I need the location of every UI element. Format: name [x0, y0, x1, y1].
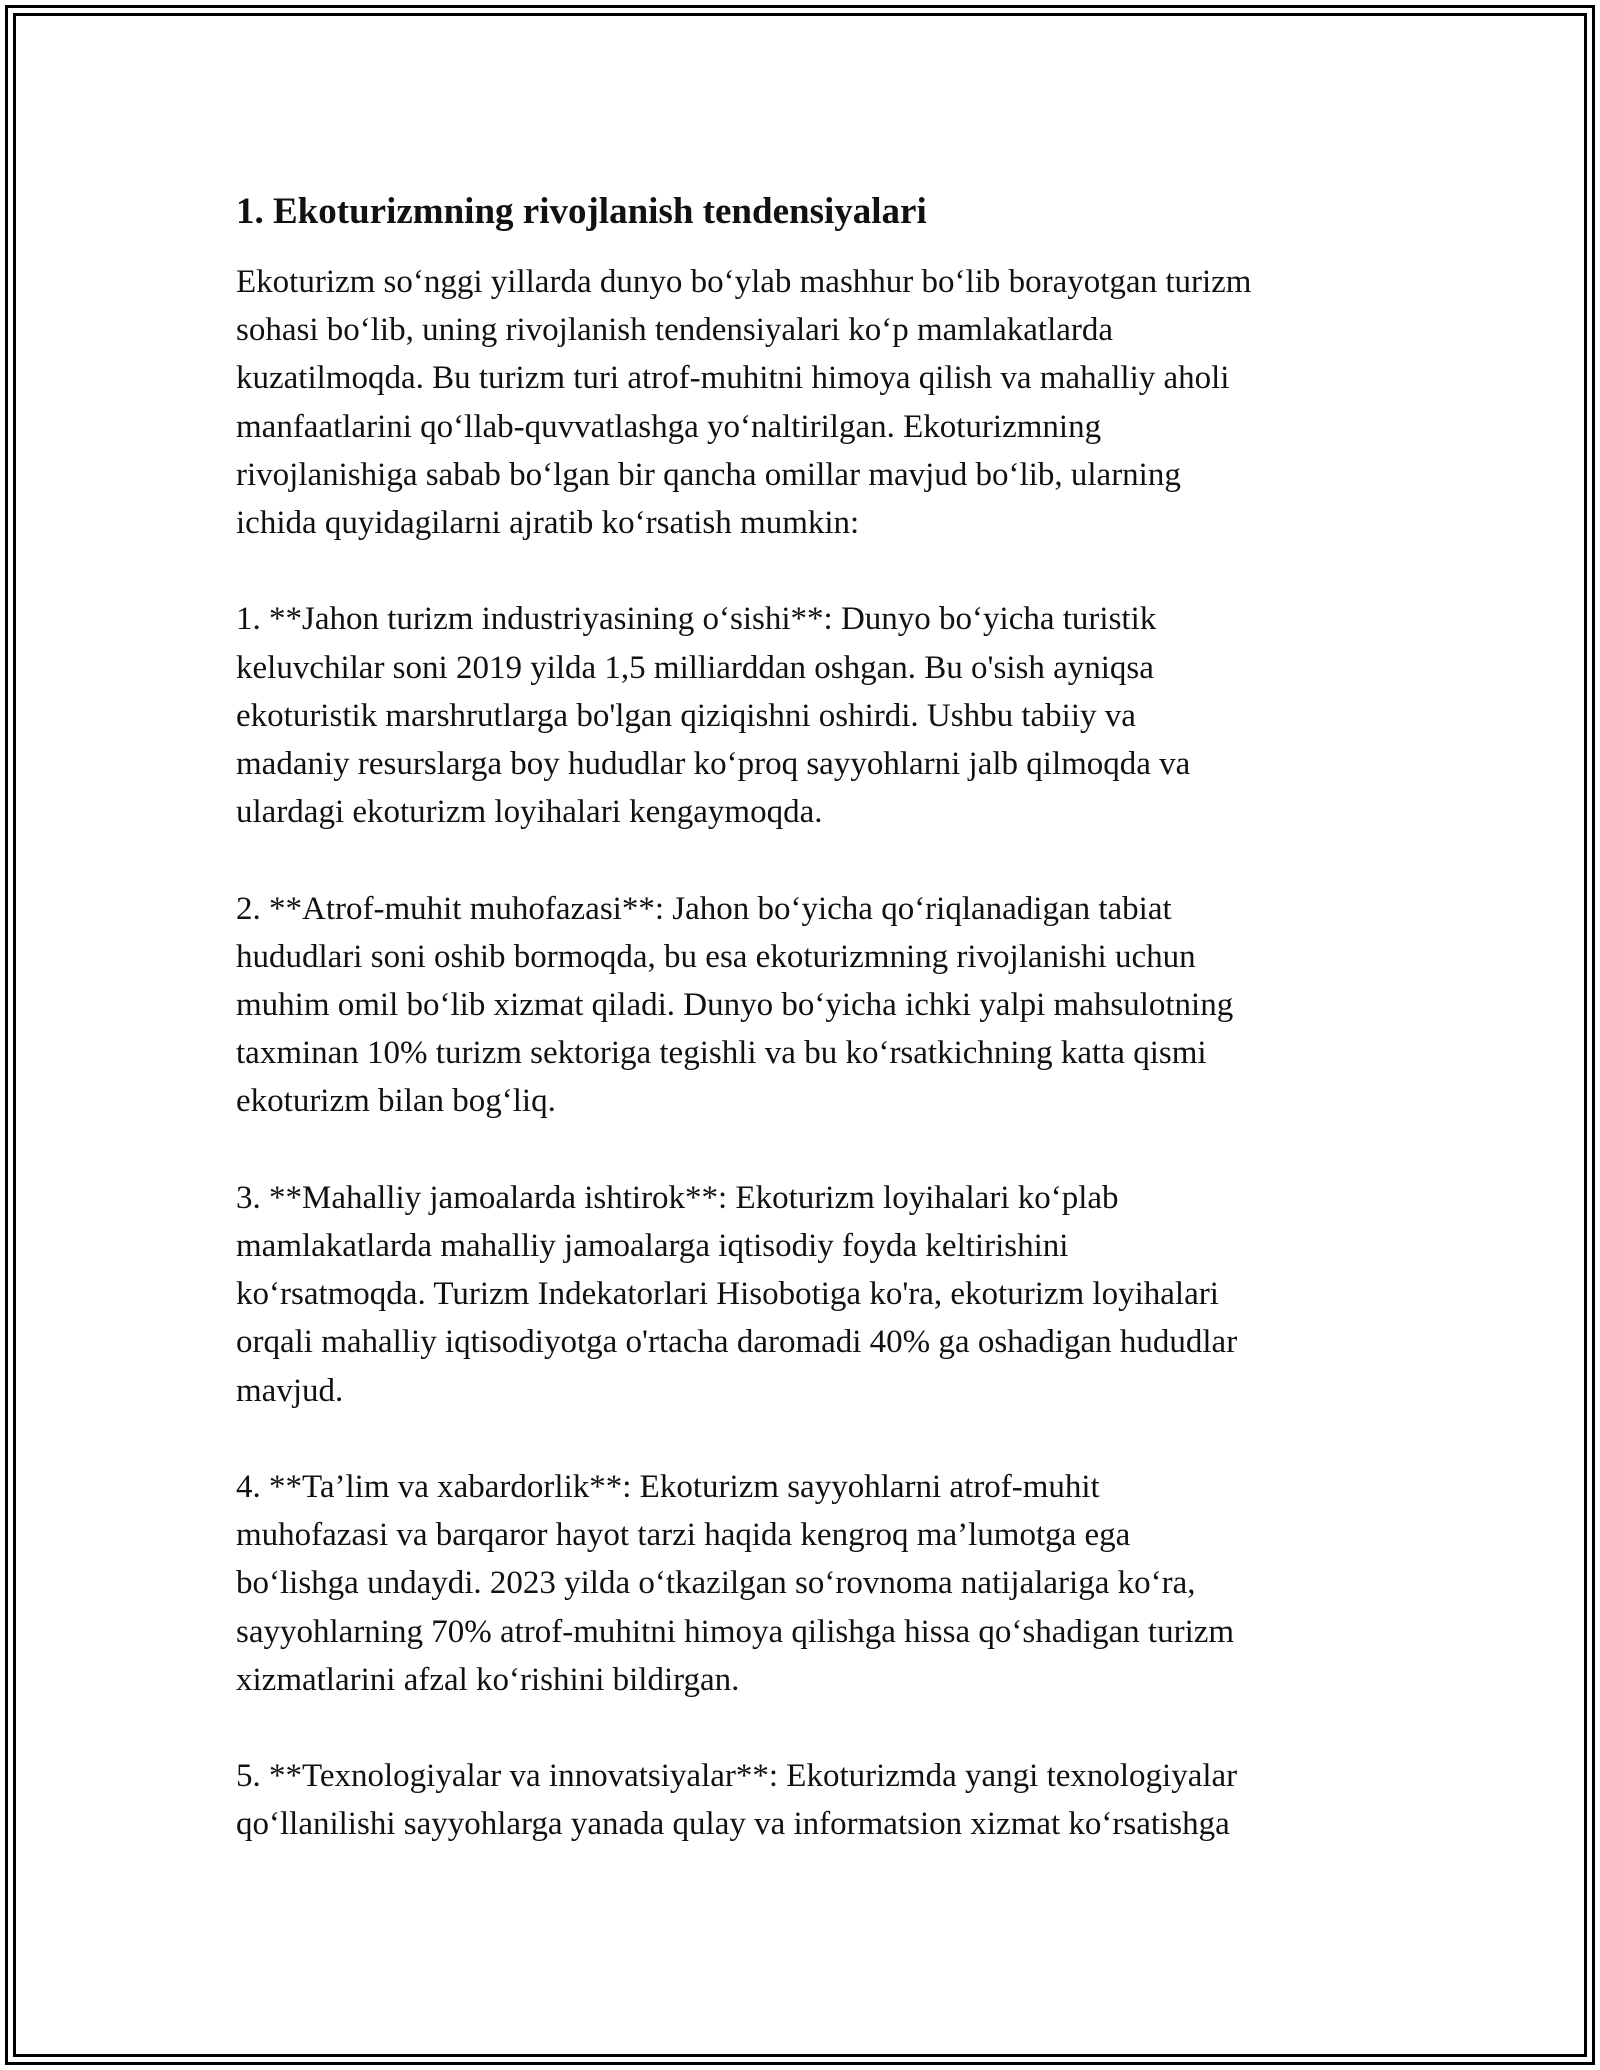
list-item-2: 2. **Atrof-muhit muhofazasi**: Jahon bo‘yicha qo‘riqlanadigan tabiat hududlari soni oshib bormoqda, bu esa ekoturizmning rivojlanishi uchun muhim omil bo‘lib xizmat qiladi. Dunyo bo‘yicha ichki yalpi mahsulotning taxminan 10% turizm sektoriga tegishli va bu ko‘rsatkichning katta qismi ekoturizm bilan bog‘liq. — [236, 890, 1234, 1120]
list-item-3: 3. **Mahalliy jamoalarda ishtirok**: Ekoturizm loyihalari ko‘plab mamlakatlarda mahalliy jamoalarga iqtisodiy foyda keltirishini ko‘rsatmoqda. Turizm Indekatorlari Hisobotiga ko'ra, ekoturizm loyihalari orqali mahalliy iqtisodiyotga o'rtacha daromadi 40% ga oshadigan hududlar mavjud. — [236, 1179, 1238, 1409]
paragraph-spacer — [236, 1126, 1406, 1174]
paragraph-spacer — [236, 1704, 1406, 1752]
list-item-5: 5. **Texnologiyalar va innovatsiyalar**: Ekoturizmda yangi texnologiyalar qo‘llanilishi sayyohlarga yanada qulay va informatsion xizmat ko‘rsatishga — [236, 1758, 1238, 1843]
list-item-4: 4. **Ta’lim va xabardorlik**: Ekoturizm sayyohlarni atrof-muhit muhofazasi va barqaror hayot tarzi haqida kengroq ma’lumotga ega bo‘lishga undaydi. 2023 yilda o‘tkazilgan so‘rovnoma natijalariga ko‘ra, sayyohlarning 70% atrof-muhitni himoya qilishga hissa qo‘shadigan turizm xizmatlarini afzal ko‘rishini bildirgan. — [236, 1469, 1235, 1698]
paragraph-spacer — [236, 1415, 1406, 1463]
paragraph-spacer — [236, 836, 1406, 884]
paragraph-spacer — [236, 547, 1406, 595]
intro-paragraph: Ekoturizm so‘nggi yillarda dunyo bo‘ylab mashhur bo‘lib borayotgan turizm sohasi bo‘lib, uning rivojlanish tendensiyalari ko‘p mamlakatlarda kuzatilmoqda. Bu turizm turi atrof-muhitni himoya qilish va mahalliy aholi manfaatlarini qo‘llab-quvvatlashga yo‘naltirilgan. Ekoturizmning rivojlanishiga sabab bo‘lgan bir qancha omillar mavjud bo‘lib, ularning ichida quyidagilarni ajratib ko‘rsatish mumkin: — [236, 264, 1252, 542]
document-title: 1. Ekoturizmning rivojlanish tendensiyalari — [236, 191, 927, 232]
list-item-1: 1. **Jahon turizm industriyasining o‘sishi**: Dunyo bo‘yicha turistik keluvchilar soni 2019 yilda 1,5 milliarddan oshgan. Bu o'sish ayniqsa ekoturistik marshrutlarga bo'lgan qiziqishni oshirdi. Ushbu tabiiy va madaniy resurslarga boy hududlar ko‘proq sayyohlarni jalb qilmoqda va ulardagi ekoturizm loyihalari kengaymoqda. — [236, 601, 1191, 831]
document-body — [236, 186, 1406, 1849]
